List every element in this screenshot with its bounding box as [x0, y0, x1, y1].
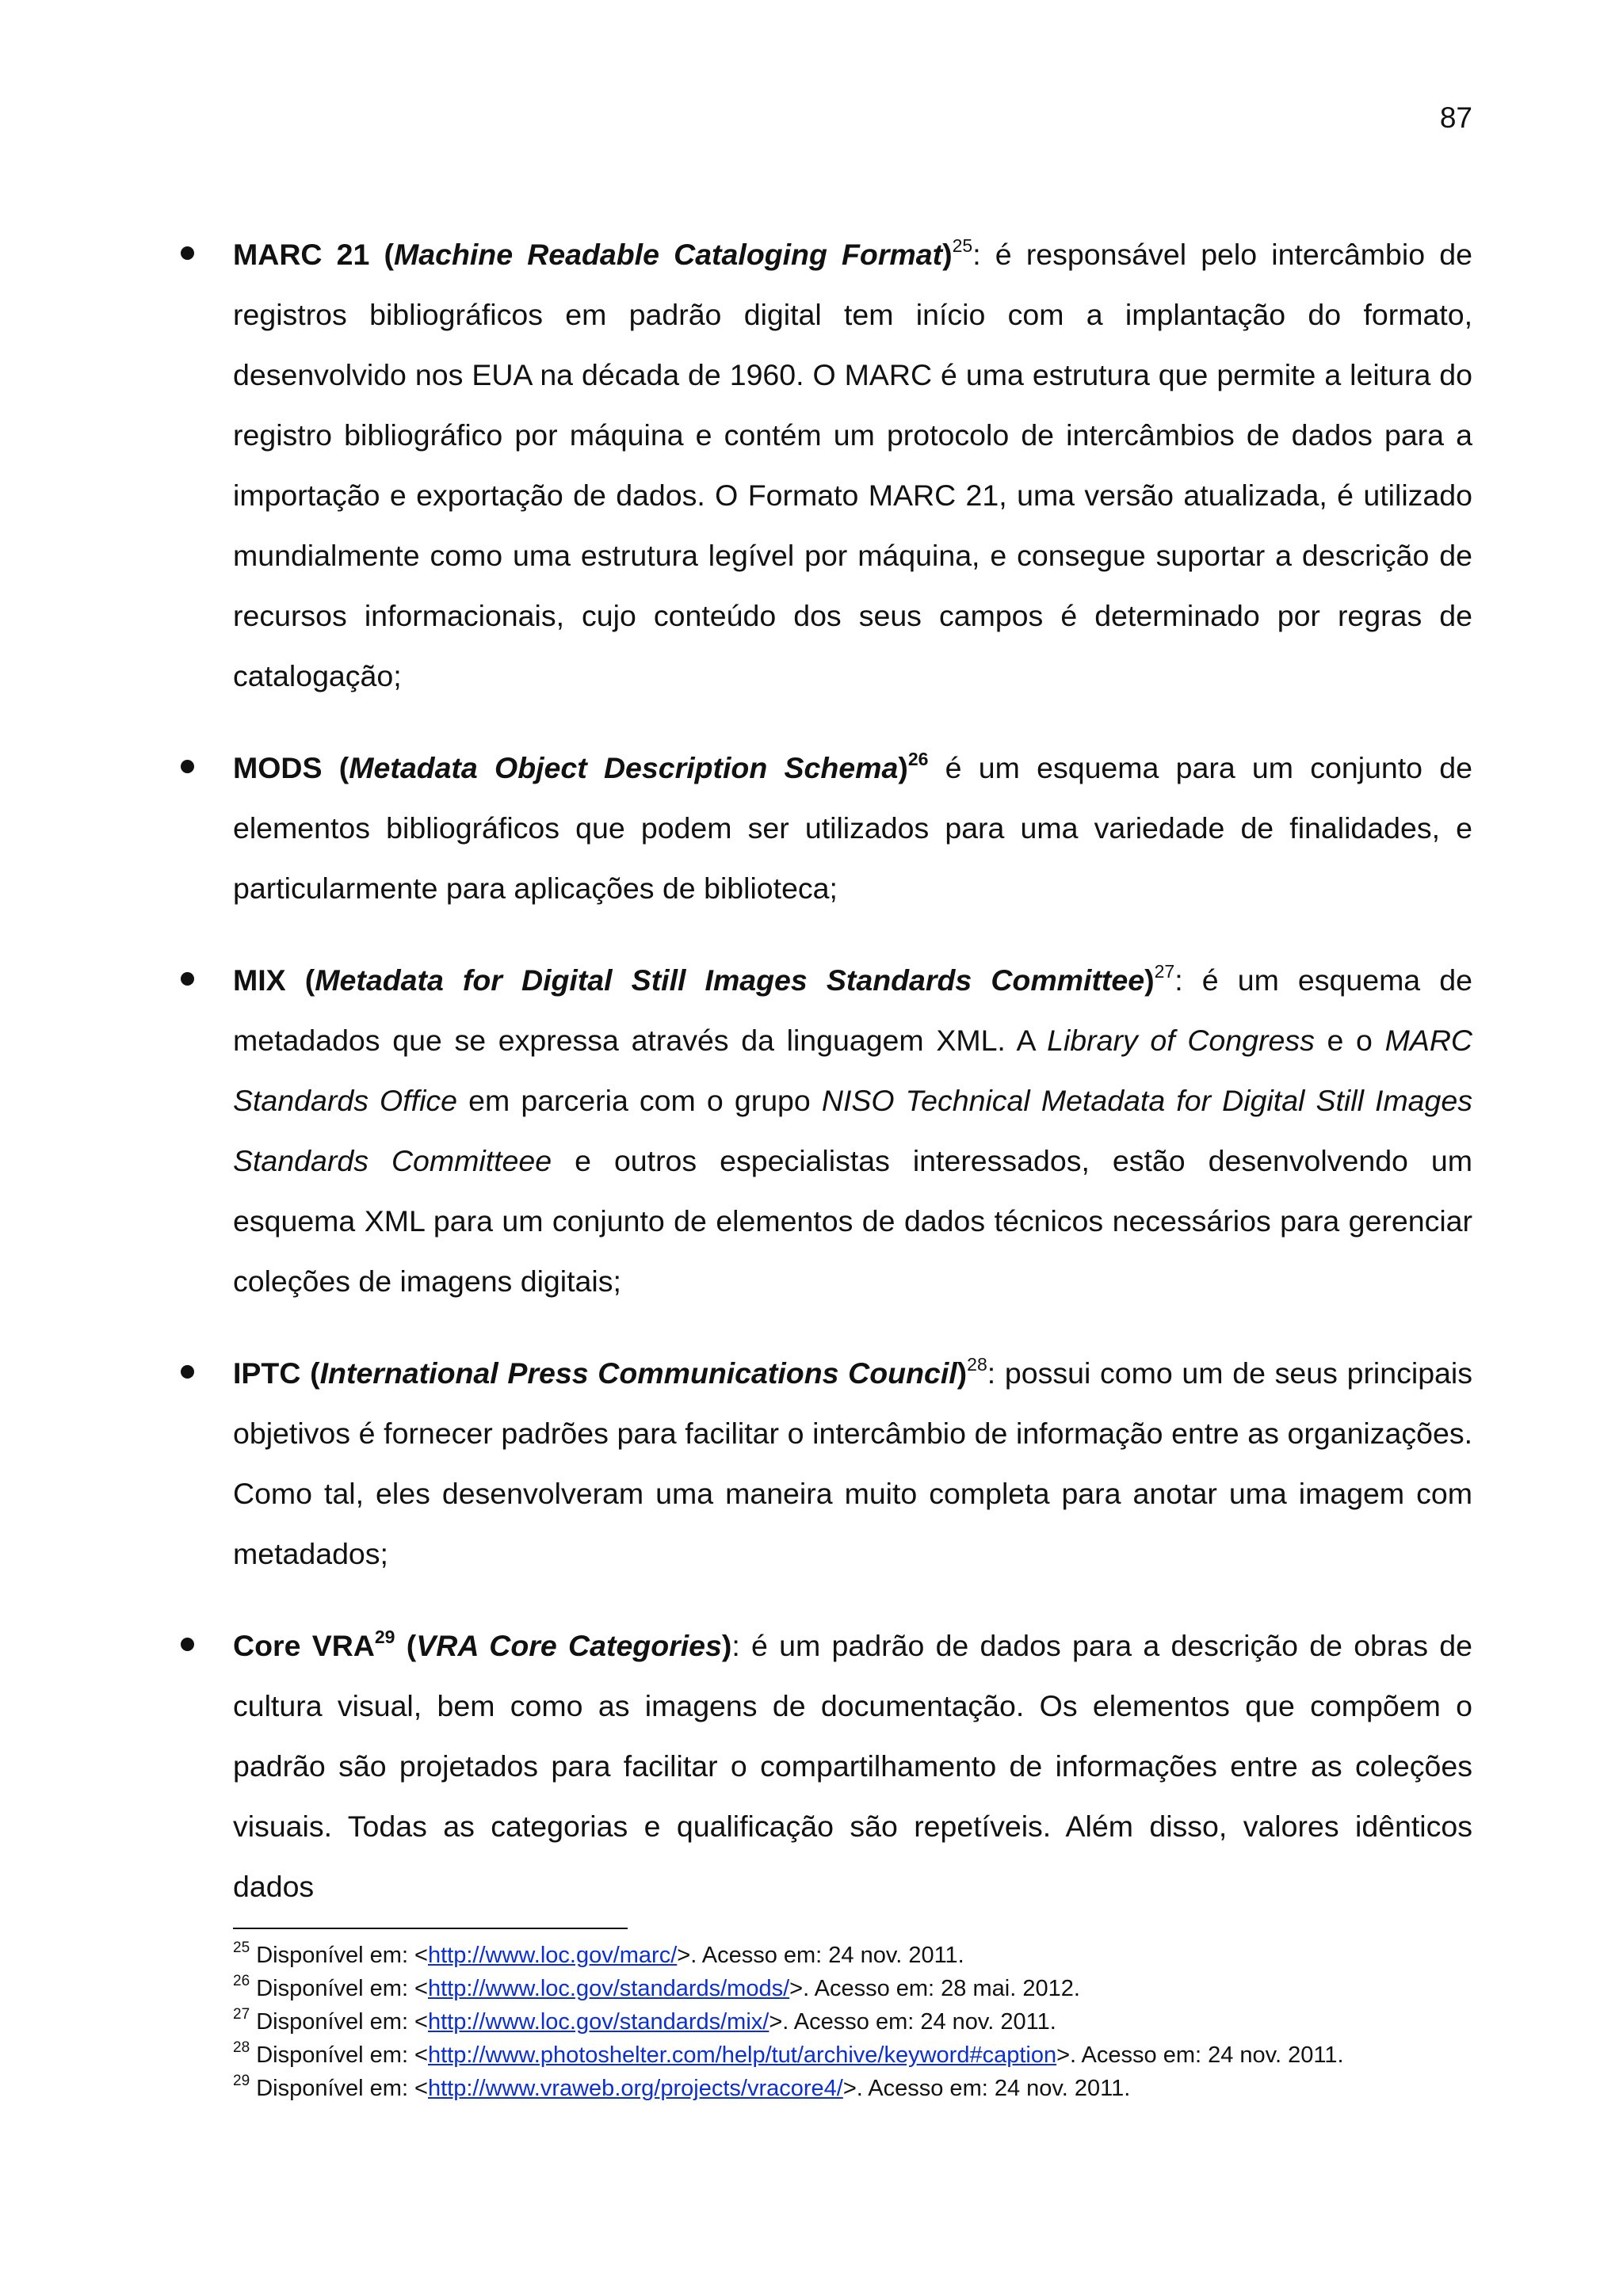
- text-run-italic: MARC Standards Office: [233, 1024, 1473, 1117]
- footnote-prefix: Disponível em: <: [250, 2042, 428, 2068]
- footnote-link[interactable]: http://www.loc.gov/marc/: [428, 1943, 678, 1968]
- open-paren: (: [300, 1356, 320, 1390]
- item-text: : é responsável pelo intercâmbio de registros bibliográficos em padrão digital tem início com a implantação do formato, desenvolvido nos EUA na década de 1960. O MARC é uma estrutura que permite a leitura do registro bibliográfico por máquina e contém um protocolo de intercâmbios de dados para a importação e exportação de dados. O Formato MARC 21, uma versão atualizada, é utilizado mundialmente como uma estrutura legível por máquina, e consegue suportar a descrição de recursos informacionais, cujo conteúdo dos seus campos é determinado por regras de catalogação;: [233, 238, 1472, 692]
- close-paren: ): [1144, 963, 1155, 997]
- footnote-link[interactable]: http://www.vraweb.org/projects/vracore4/: [428, 2076, 843, 2101]
- footnote-number: 25: [233, 1939, 250, 1956]
- open-paren: (: [322, 751, 349, 784]
- footnote-link[interactable]: http://www.loc.gov/standards/mods/: [428, 1976, 790, 2001]
- bullet-icon: [181, 1365, 194, 1379]
- footnote-prefix: Disponível em: <: [250, 2076, 428, 2101]
- footnote: [233, 1972, 1477, 2005]
- footnote: [233, 2005, 1477, 2039]
- bullet-icon: [181, 972, 194, 986]
- footnote-prefix: Disponível em: <: [250, 2009, 428, 2035]
- close-paren: ): [942, 238, 953, 271]
- text-run: em parceria com o grupo: [457, 1084, 822, 1117]
- footnote: [233, 2072, 1477, 2105]
- footnote-suffix: >. Acesso em: 24 nov. 2011.: [1056, 2042, 1344, 2068]
- bullet-icon: [181, 246, 194, 260]
- list-item-marc21: [173, 224, 1472, 706]
- item-text: é um esquema para um conjunto de elementos bibliográficos que podem ser utilizados para uma variedade de finalidades, e particularmente para aplicações de biblioteca;: [233, 751, 1472, 905]
- text-run: : é um esquema de metadados que se expressa através da linguagem XML. A: [233, 963, 1472, 1057]
- close-paren: ): [721, 1629, 732, 1662]
- open-paren: (: [395, 1629, 417, 1662]
- item-text: [233, 963, 1472, 1298]
- footnote-ref[interactable]: 29: [374, 1627, 395, 1647]
- footnote-number: 26: [233, 1973, 250, 1989]
- bullet-list: [173, 224, 1472, 1948]
- list-item-mods: [173, 738, 1472, 918]
- open-paren: (: [285, 963, 315, 997]
- term: MIX: [233, 963, 286, 997]
- page-number: 87: [1439, 101, 1472, 134]
- footnote-number: 27: [233, 2006, 250, 2023]
- footnote-suffix: >. Acesso em: 24 nov. 2011.: [677, 1943, 964, 1968]
- term: MODS: [233, 751, 323, 784]
- footnote-separator: [233, 1928, 628, 1929]
- footnote: [233, 2039, 1477, 2072]
- close-paren: ): [898, 751, 908, 784]
- footnote-link[interactable]: http://www.loc.gov/standards/mix/: [428, 2009, 769, 2035]
- list-item-mix: [173, 950, 1472, 1311]
- close-paren: ): [957, 1356, 968, 1390]
- footnote-ref[interactable]: 27: [1154, 961, 1175, 982]
- footnote-ref[interactable]: 28: [967, 1354, 987, 1375]
- footnote-suffix: >. Acesso em: 24 nov. 2011.: [842, 2076, 1131, 2101]
- text-run-italic: NISO Technical Metadata for Digital Still Images Standards Committeee: [233, 1084, 1472, 1177]
- term-expansion: Metadata Object Description Schema: [349, 751, 899, 784]
- footnote-number: 29: [233, 2073, 250, 2089]
- bullet-icon: [181, 1638, 194, 1651]
- term-expansion: Metadata for Digital Still Images Standards Committee: [315, 963, 1145, 997]
- bullet-icon: [181, 760, 194, 773]
- footnote-link[interactable]: http://www.photoshelter.com/help/tut/archive/keyword#caption: [428, 2042, 1057, 2068]
- item-text: : possui como um de seus principais objetivos é fornecer padrões para facilitar o intercâmbio de informação entre as organizações. Como tal, eles desenvolveram uma maneira muito completa para anotar uma imagem com metadados;: [233, 1356, 1472, 1570]
- footnotes: [233, 1939, 1477, 2105]
- footnote: [233, 1939, 1477, 1972]
- item-text: : é um padrão de dados para a descrição de obras de cultura visual, bem como as imagens de documentação. Os elementos que compõem o padrão são projetados para facilitar o compartilhamento de informações entre as coleções visuais. Todas as categorias e qualificação são repetíveis. Além disso, valores idênticos dados: [233, 1629, 1472, 1903]
- list-item-iptc: [173, 1343, 1472, 1584]
- footnote-prefix: Disponível em: <: [250, 1976, 428, 2001]
- term-expansion: Machine Readable Cataloging Format: [394, 238, 943, 271]
- footnote-suffix: >. Acesso em: 24 nov. 2011.: [769, 2009, 1056, 2035]
- footnote-number: 28: [233, 2039, 250, 2056]
- footnote-suffix: >. Acesso em: 28 mai. 2012.: [789, 1976, 1080, 2001]
- footnote-prefix: Disponível em: <: [250, 1943, 428, 1968]
- term: IPTC: [233, 1356, 301, 1390]
- list-item-core-vra: [173, 1615, 1472, 1917]
- text-run: e outros especialistas interessados, estão desenvolvendo um esquema XML para um conjunto de elementos de dados técnicos necessários para gerenciar coleções de imagens digitais;: [233, 1144, 1472, 1298]
- footnote-ref[interactable]: 25: [952, 235, 973, 256]
- term: Core VRA: [233, 1629, 375, 1662]
- text-run-italic: Library of Congress: [1047, 1024, 1315, 1057]
- term: MARC 21: [233, 238, 370, 271]
- term-expansion: VRA Core Categories: [416, 1629, 722, 1662]
- open-paren: (: [369, 238, 395, 271]
- term-expansion: International Press Communications Council: [319, 1356, 957, 1390]
- footnote-ref[interactable]: 26: [907, 749, 929, 769]
- text-run: e o: [1314, 1024, 1385, 1057]
